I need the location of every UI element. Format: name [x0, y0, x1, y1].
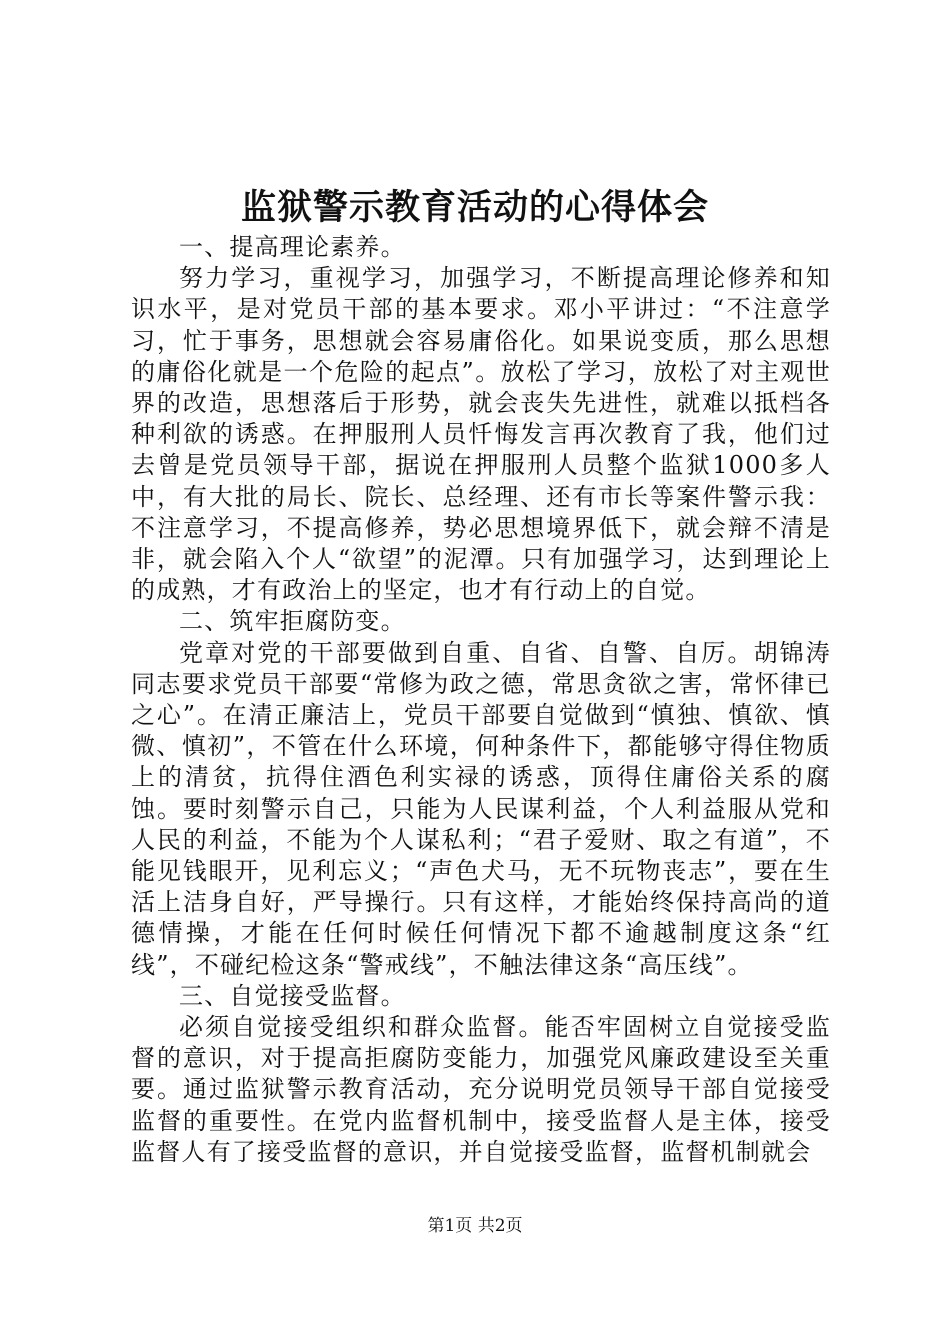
section-paragraph-1: 努力学习，重视学习，加强学习，不断提高理论修养和知识水平，是对党员干部的基本要求。邓小平讲过：“不注意学习，忙于事务，思想就会容易庸俗化。如果说变质，那么思想的庸俗化就是一个危险的起点”。放松了学习，放松了对主观世界的改造，思想落后于形势，就会丧失先进性，就难以抵档各种利欲的诱惑。在押服刑人员忏悔发言再次教育了我，他们过去曾是党员领导干部，据说在押服刑人员整个监狱1000多人中，有大批的局长、院长、总经理、还有市长等案件警示我：不注意学习，不提高修养，势必思想境界低下，就会辩不清是非，就会陷入个人“欲望”的泥潭。只有加强学习，达到理论上的成熟，才有政治上的坚定，也才有行动上的自觉。	[131, 264, 831, 605]
section-heading-2: 二、筑牢拒腐防变。	[179, 607, 406, 636]
document-body	[131, 232, 831, 1168]
section-heading-3: 三、自觉接受监督。	[179, 981, 406, 1010]
section-heading-1: 一、提高理论素养。	[179, 233, 406, 261]
section-paragraph-2: 党章对党的干部要做到自重、自省、自警、自厉。胡锦涛同志要求党员干部要“常修为政之德，常思贪欲之害，常怀律已之心”。在清正廉洁上，党员干部要自觉做到“慎独、慎欲、慎微、慎初”，不管在什么环境，何种条件下，都能够守得住物质上的清贫，抗得住酒色利实禄的诱惑，顶得住庸俗关系的腐蚀。要时刻警示自己，只能为人民谋利益，个人利益服从党和人民的利益，不能为个人谋私利；“君子爱财、取之有道”，不能见钱眼开，见利忘义；“声色犬马，无不玩物丧志”，要在生活上洁身自好，严导操行。只有这样，才能始终保持高尚的道德情操，才能在任何时候任何情况下都不逾越制度这条“红线”，不碰纪检这条“警戒线”，不触法律这条“高压线”。	[131, 638, 831, 979]
section-paragraph-3: 必须自觉接受组织和群众监督。能否牢固树立自觉接受监督的意识，对于提高拒腐防变能力，加强党风廉政建设至关重要。通过监狱警示教育活动，充分说明党员领导干部自觉接受监督的重要性。在党内监督机制中，接受监督人是主体，接受监督人有了接受监督的意识，并自觉接受监督，监督机制就会	[131, 1013, 831, 1166]
document-title: 监狱警示教育活动的心得体会	[240, 187, 709, 228]
page-footer: 第1页 共2页	[427, 1216, 523, 1236]
